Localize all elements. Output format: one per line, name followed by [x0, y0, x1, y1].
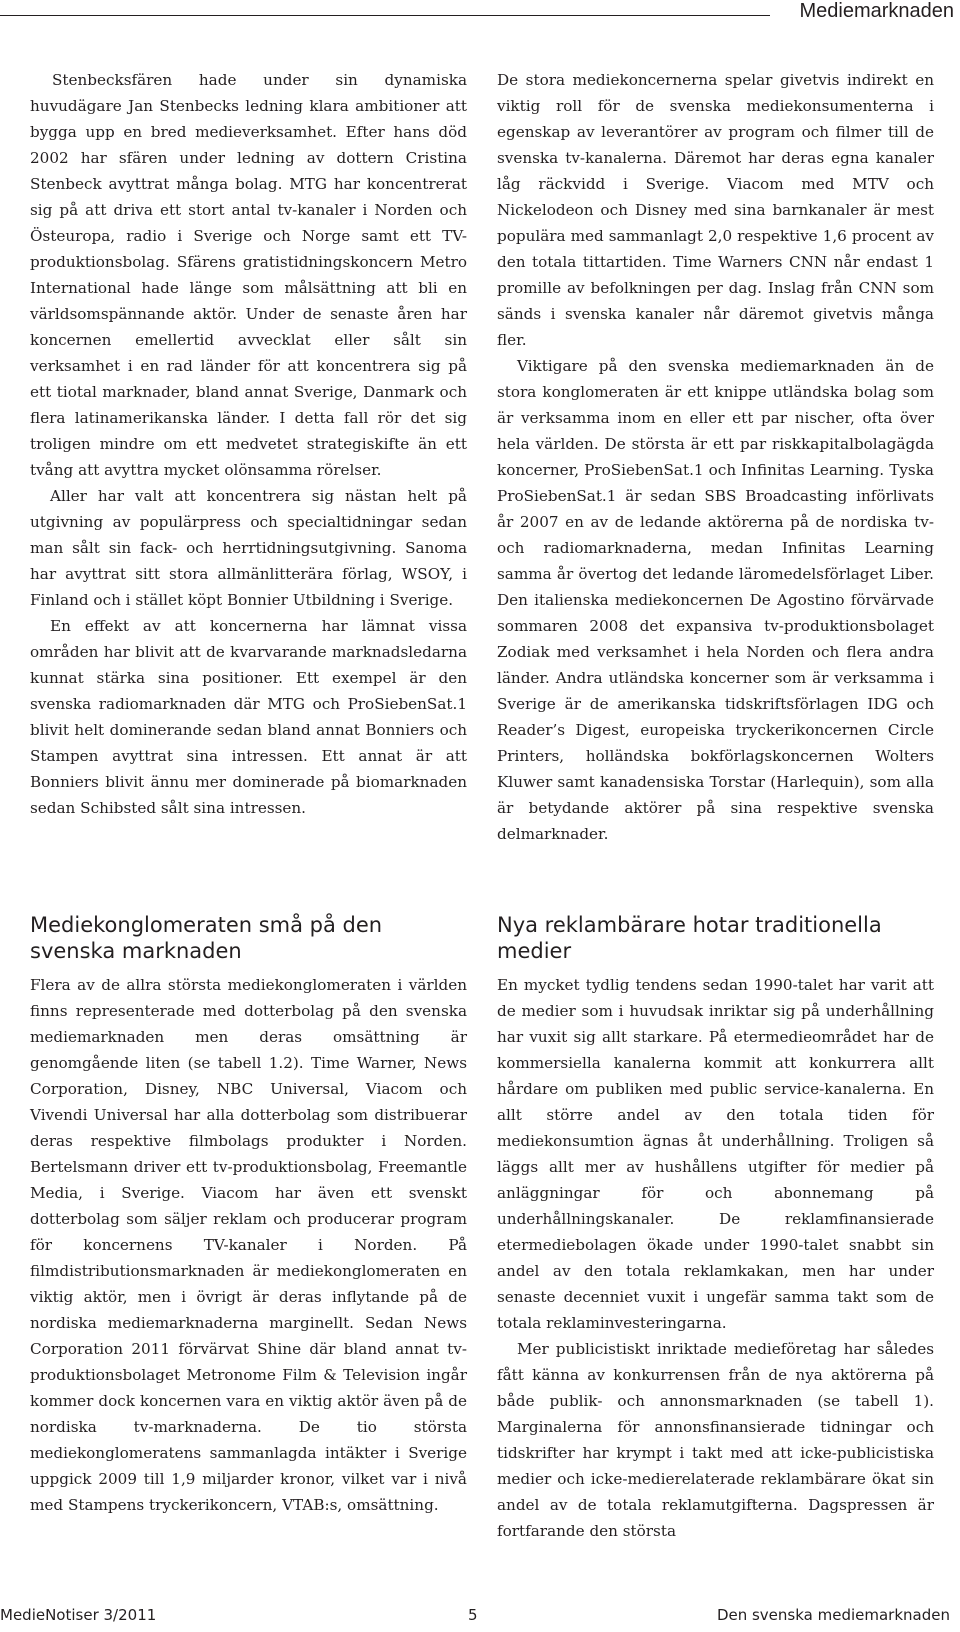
top-left-column — [30, 67, 467, 821]
page-number: 5 — [468, 1606, 478, 1624]
page-footer — [0, 1598, 960, 1632]
page-header — [0, 0, 960, 30]
paragraph: Stenbecksfären hade under sin dynamiska huvudägare Jan Stenbecks ledning klara ambitioner att bygga upp en bred medieverksamhet. Efter hans död 2002 har sfären under ledning av dottern Cristina Stenbeck avyttrat många bolag. MTG har koncentrerat sig på att driva ett stort antal tv-kanaler i Norden och Östeuropa, radio i Sverige och Norge samt ett TV-produktionsbolag. Sfärens gratistidningskoncern Metro International hade länge som målsättning att bli en världsomspännande aktör. Under de senaste åren har koncernen emellertid avvecklat eller sålt sin verksamhet i en rad länder för att koncentrera sig på ett tiotal marknader, bland annat Sverige, Danmark och flera latinamerikanska länder. I detta fall rör det sig troligen mindre om ett medvetet strategiskifte än ett tvång att avyttra mycket olönsamma rörelser. — [30, 71, 467, 479]
section-body — [497, 972, 934, 1544]
section-mediekonglomeraten — [30, 912, 467, 1518]
paragraph: De stora mediekoncernerna spelar givetvis indirekt en viktig roll för de svenska mediekonsumenterna i egenskap av leverantörer av program och filmer till de svenska tv-kanalerna. Däremot har deras egna kanaler låg räckvidd i Sverige. Viacom med MTV och Nickelodeon och Disney med sina barnkanaler är mest populära med sammanlagt 2,0 respektive 1,6 procent av den totala tittartiden. Time Warners CNN når endast 1 promille av befolkningen per dag. Inslag från CNN som sänds i svenska kanaler når däremot givetvis många fler. — [497, 71, 934, 349]
footer-publication: MedieNotiser 3/2011 — [0, 1606, 157, 1624]
section-nya-reklambarare — [497, 912, 934, 1544]
header-section-title: Mediemarknaden — [799, 0, 954, 22]
header-rule — [0, 15, 770, 16]
paragraph: En mycket tydlig tendens sedan 1990-talet har varit att de medier som i huvudsak inriktar sig på underhållning har vuxit sig allt starkare. På etermedieområdet har de kommersiella kanalerna kommit att konkurrera allt hårdare om publiken med public service-kanalerna. En allt större andel av den totala tiden för mediekonsumtion ägnas åt underhållning. Troligen så läggs allt mer av hushållens utgifter för medier på anläggningar för och abonnemang på underhållningskanaler. De reklamfinansierade etermediebolagen ökade under 1990-talet snabbt sin andel av den totala reklamkakan, men har under senaste decenniet vuxit i ungefär samma takt som de totala reklaminvesteringarna. — [497, 976, 934, 1332]
paragraph: Viktigare på den svenska mediemarknaden än de stora konglomeraten är ett knippe utländska bolag som är verksamma inom en eller ett par nischer, ofta över hela världen. De största är ett par riskkapitalbolagägda koncerner, ProSiebenSat.1 och Infinitas Learning. Tyska ProSiebenSat.1 är sedan SBS Broadcasting införlivats år 2007 en av de ledande aktörerna på de nordiska tv- och radiomarknaderna, medan Infinitas Learning samma år övertog det ledande läromedelsförlaget Liber. Den italienska mediekoncernen De Agostino förvärvade sommaren 2008 det expansiva tv-produktionsbolaget Zodiak med verksamhet i hela Norden och flera andra länder. Andra utländska koncerner som är verksamma i Sverige är de amerikanska tidskriftsförlagen IDG och Reader’s Digest, europeiska tryckerikoncernen Circle Printers, holländska bokförlagskoncernen Wolters Kluwer samt kanadensiska Torstar (Harlequin), som alla är betydande aktörer på sina respektive svenska delmarknader. — [497, 357, 934, 843]
paragraph: Flera av de allra största mediekonglomeraten i världen finns representerade med dotterbolag på den svenska mediemarknaden men deras omsättning är genomgående liten (se tabell 1.2). Time Warner, News Corporation, Disney, NBC Universal, Viacom och Vivendi Universal har alla dotterbolag som distribuerar deras respektive filmbolags produkter i Norden. Bertelsmann driver ett tv-produktionsbolag, Freemantle Media, i Sverige. Viacom har även ett svenskt dotterbolag som säljer reklam och producerar program för koncernens TV-kanaler i Norden. På filmdistributionsmarknaden är mediekonglomeraten en viktig aktör, men i övrigt är deras inflytande på de nordiska mediemarknaderna marginellt. Sedan News Corporation 2011 förvärvat Shine där bland annat tv-produktionsbolaget Metronome Film & Television ingår kommer dock koncernen vara en viktig aktör även på de nordiska tv-marknaderna. De tio största mediekonglomeratens sammanlagda intäkter i Sverige uppgick 2009 till 1,9 miljarder kronor, vilket var i nivå med Stampens tryckerikoncern, VTAB:s, omsättning. — [30, 976, 467, 1514]
footer-chapter: Den svenska mediemarknaden — [716, 1606, 950, 1624]
section-body — [30, 972, 467, 1518]
paragraph: Mer publicistiskt inriktade medieföretag har således fått känna av konkurrensen från de nya aktörerna på både publik- och annonsmarknaden (se tabell 1). Marginalerna för annonsfinansierade tidningar och tidskrifter har krympt i takt med att icke-publicistiska medier och icke-medierelaterade reklambärare ökat sin andel av de totala reklamutgifterna. Dagspressen är fortfarande den största — [497, 1340, 934, 1540]
paragraph: En effekt av att koncernerna har lämnat vissa områden har blivit att de kvarvarande marknadsledarna kunnat stärka sina positioner. Ett exempel är den svenska radiomarknaden där MTG och ProSiebenSat.1 blivit helt dominerande sedan bland annat Bonniers och Stampen avyttrat sina intressen. Ett annat är att Bonniers blivit ännu mer dominerade på biomarknaden sedan Schibsted sålt sina intressen. — [30, 617, 467, 817]
paragraph: Aller har valt att koncentrera sig nästan helt på utgivning av populärpress och specialtidningar sedan man sålt sin fack- och herrtidningsutgivning. Sanoma har avyttrat sitt stora allmänlitterära förlag, WSOY, i Finland och i stället köpt Bonnier Utbildning i Sverige. — [30, 487, 467, 609]
section-heading: Mediekonglomeraten små på den svenska marknaden — [30, 913, 383, 963]
section-heading: Nya reklambärare hotar traditionella medier — [497, 913, 882, 963]
top-right-column — [497, 67, 934, 847]
